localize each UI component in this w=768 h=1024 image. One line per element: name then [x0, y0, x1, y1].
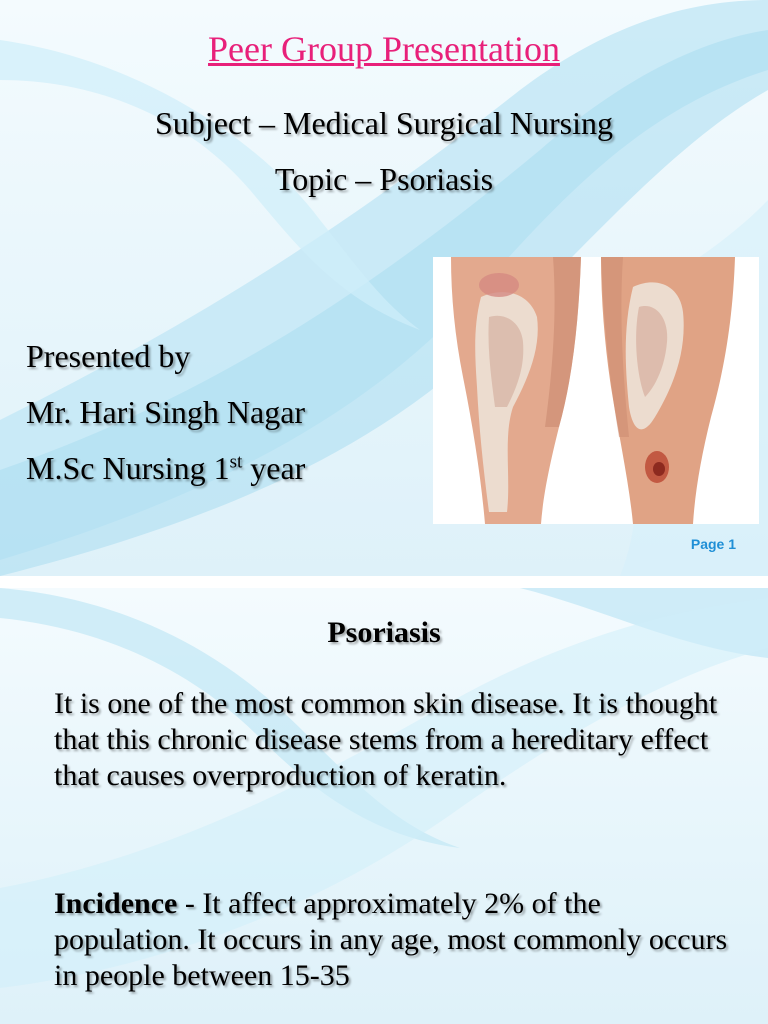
legs-illustration	[433, 257, 759, 524]
slide-2	[0, 588, 768, 1024]
incidence-text: - It affect approximately 2% of the population. It occurs in any age, most commonly occurs in people between 15-35	[54, 887, 728, 992]
incidence-label: Incidence	[54, 887, 178, 920]
topic-line: Topic – Psoriasis	[274, 161, 494, 197]
presenter-course: M.Sc Nursing 1st year	[26, 450, 306, 486]
presented-by-label: Presented by	[26, 338, 191, 374]
slide-heading: Psoriasis	[327, 616, 441, 649]
presenter-name: Mr. Hari Singh Nagar	[26, 394, 306, 430]
subject-line: Subject – Medical Surgical Nursing	[155, 105, 613, 141]
incidence-paragraph	[54, 886, 734, 994]
psoriasis-legs-photo	[433, 257, 759, 524]
presentation-title: Peer Group Presentation	[208, 29, 560, 69]
definition-paragraph: It is one of the most common skin disease. It is thought that this chronic disease stems from a hereditary effect that causes overproduction of keratin.	[54, 687, 718, 792]
slide-separator	[0, 576, 768, 588]
page-number: Page 1	[690, 536, 736, 552]
